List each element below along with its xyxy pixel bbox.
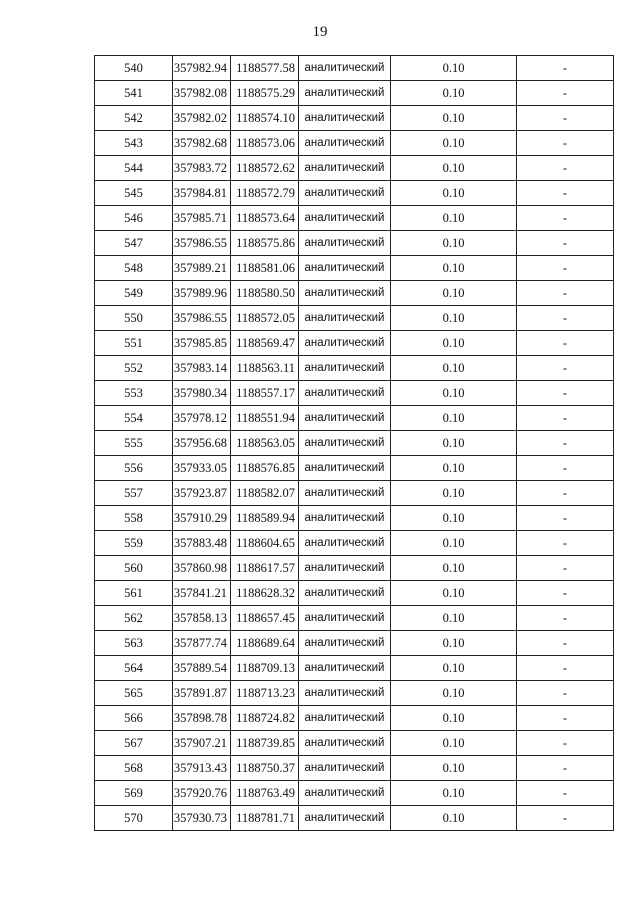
point-number-cell: 553 <box>95 381 173 406</box>
table-row <box>95 556 614 581</box>
y-coordinate-cell: 1188582.07 <box>231 481 299 506</box>
y-coordinate-cell: 1188589.94 <box>231 506 299 531</box>
x-coordinate-cell: 357980.34 <box>173 381 231 406</box>
point-number-cell: 554 <box>95 406 173 431</box>
x-coordinate-cell: 357986.55 <box>173 306 231 331</box>
table-row <box>95 481 614 506</box>
y-coordinate-cell: 1188572.05 <box>231 306 299 331</box>
table-row <box>95 531 614 556</box>
method-cell: аналитический <box>299 656 391 681</box>
accuracy-cell: 0.10 <box>391 381 517 406</box>
y-coordinate-cell: 1188617.57 <box>231 556 299 581</box>
point-number-cell: 563 <box>95 631 173 656</box>
x-coordinate-cell: 357883.48 <box>173 531 231 556</box>
accuracy-cell: 0.10 <box>391 131 517 156</box>
method-cell: аналитический <box>299 81 391 106</box>
x-coordinate-cell: 357889.54 <box>173 656 231 681</box>
method-cell: аналитический <box>299 306 391 331</box>
method-cell: аналитический <box>299 406 391 431</box>
note-cell: - <box>517 531 614 556</box>
x-coordinate-cell: 357923.87 <box>173 481 231 506</box>
note-cell: - <box>517 581 614 606</box>
accuracy-cell: 0.10 <box>391 306 517 331</box>
note-cell: - <box>517 456 614 481</box>
note-cell: - <box>517 206 614 231</box>
x-coordinate-cell: 357933.05 <box>173 456 231 481</box>
x-coordinate-cell: 357891.87 <box>173 681 231 706</box>
point-number-cell: 552 <box>95 356 173 381</box>
table-row <box>95 281 614 306</box>
note-cell: - <box>517 506 614 531</box>
table-row <box>95 406 614 431</box>
y-coordinate-cell: 1188604.65 <box>231 531 299 556</box>
accuracy-cell: 0.10 <box>391 481 517 506</box>
table-row <box>95 606 614 631</box>
note-cell: - <box>517 281 614 306</box>
method-cell: аналитический <box>299 381 391 406</box>
x-coordinate-cell: 357956.68 <box>173 431 231 456</box>
x-coordinate-cell: 357989.96 <box>173 281 231 306</box>
point-number-cell: 544 <box>95 156 173 181</box>
point-number-cell: 546 <box>95 206 173 231</box>
page-number: 19 <box>312 24 328 40</box>
note-cell: - <box>517 606 614 631</box>
table-row <box>95 331 614 356</box>
table-row <box>95 431 614 456</box>
coordinates-table-body <box>95 56 614 831</box>
x-coordinate-cell: 357984.81 <box>173 181 231 206</box>
y-coordinate-cell: 1188763.49 <box>231 781 299 806</box>
table-row <box>95 231 614 256</box>
point-number-cell: 567 <box>95 731 173 756</box>
point-number-cell: 547 <box>95 231 173 256</box>
accuracy-cell: 0.10 <box>391 731 517 756</box>
point-number-cell: 559 <box>95 531 173 556</box>
method-cell: аналитический <box>299 781 391 806</box>
y-coordinate-cell: 1188657.45 <box>231 606 299 631</box>
accuracy-cell: 0.10 <box>391 606 517 631</box>
point-number-cell: 545 <box>95 181 173 206</box>
note-cell: - <box>517 131 614 156</box>
point-number-cell: 569 <box>95 781 173 806</box>
accuracy-cell: 0.10 <box>391 206 517 231</box>
x-coordinate-cell: 357898.78 <box>173 706 231 731</box>
accuracy-cell: 0.10 <box>391 56 517 81</box>
y-coordinate-cell: 1188563.11 <box>231 356 299 381</box>
note-cell: - <box>517 306 614 331</box>
method-cell: аналитический <box>299 156 391 181</box>
table-row <box>95 731 614 756</box>
point-number-cell: 541 <box>95 81 173 106</box>
method-cell: аналитический <box>299 681 391 706</box>
table-row <box>95 156 614 181</box>
method-cell: аналитический <box>299 281 391 306</box>
y-coordinate-cell: 1188689.64 <box>231 631 299 656</box>
point-number-cell: 543 <box>95 131 173 156</box>
note-cell: - <box>517 731 614 756</box>
y-coordinate-cell: 1188628.32 <box>231 581 299 606</box>
point-number-cell: 568 <box>95 756 173 781</box>
note-cell: - <box>517 356 614 381</box>
y-coordinate-cell: 1188739.85 <box>231 731 299 756</box>
point-number-cell: 548 <box>95 256 173 281</box>
method-cell: аналитический <box>299 581 391 606</box>
y-coordinate-cell: 1188572.79 <box>231 181 299 206</box>
accuracy-cell: 0.10 <box>391 281 517 306</box>
point-number-cell: 550 <box>95 306 173 331</box>
y-coordinate-cell: 1188573.06 <box>231 131 299 156</box>
method-cell: аналитический <box>299 356 391 381</box>
x-coordinate-cell: 357930.73 <box>173 806 231 831</box>
y-coordinate-cell: 1188781.71 <box>231 806 299 831</box>
y-coordinate-cell: 1188577.58 <box>231 56 299 81</box>
x-coordinate-cell: 357982.94 <box>173 56 231 81</box>
table-row <box>95 581 614 606</box>
accuracy-cell: 0.10 <box>391 106 517 131</box>
accuracy-cell: 0.10 <box>391 756 517 781</box>
point-number-cell: 558 <box>95 506 173 531</box>
note-cell: - <box>517 656 614 681</box>
y-coordinate-cell: 1188575.86 <box>231 231 299 256</box>
x-coordinate-cell: 357877.74 <box>173 631 231 656</box>
accuracy-cell: 0.10 <box>391 356 517 381</box>
method-cell: аналитический <box>299 56 391 81</box>
accuracy-cell: 0.10 <box>391 656 517 681</box>
x-coordinate-cell: 357982.08 <box>173 81 231 106</box>
table-row <box>95 206 614 231</box>
table-row <box>95 81 614 106</box>
table-row <box>95 656 614 681</box>
method-cell: аналитический <box>299 231 391 256</box>
y-coordinate-cell: 1188580.50 <box>231 281 299 306</box>
method-cell: аналитический <box>299 706 391 731</box>
table-row <box>95 256 614 281</box>
accuracy-cell: 0.10 <box>391 581 517 606</box>
accuracy-cell: 0.10 <box>391 531 517 556</box>
y-coordinate-cell: 1188724.82 <box>231 706 299 731</box>
note-cell: - <box>517 381 614 406</box>
note-cell: - <box>517 331 614 356</box>
x-coordinate-cell: 357860.98 <box>173 556 231 581</box>
accuracy-cell: 0.10 <box>391 631 517 656</box>
y-coordinate-cell: 1188750.37 <box>231 756 299 781</box>
y-coordinate-cell: 1188551.94 <box>231 406 299 431</box>
table-row <box>95 456 614 481</box>
accuracy-cell: 0.10 <box>391 556 517 581</box>
table-row <box>95 756 614 781</box>
accuracy-cell: 0.10 <box>391 506 517 531</box>
x-coordinate-cell: 357986.55 <box>173 231 231 256</box>
note-cell: - <box>517 706 614 731</box>
note-cell: - <box>517 481 614 506</box>
method-cell: аналитический <box>299 556 391 581</box>
note-cell: - <box>517 256 614 281</box>
y-coordinate-cell: 1188709.13 <box>231 656 299 681</box>
y-coordinate-cell: 1188573.64 <box>231 206 299 231</box>
note-cell: - <box>517 81 614 106</box>
point-number-cell: 565 <box>95 681 173 706</box>
y-coordinate-cell: 1188563.05 <box>231 431 299 456</box>
x-coordinate-cell: 357982.02 <box>173 106 231 131</box>
x-coordinate-cell: 357983.14 <box>173 356 231 381</box>
point-number-cell: 562 <box>95 606 173 631</box>
y-coordinate-cell: 1188569.47 <box>231 331 299 356</box>
x-coordinate-cell: 357983.72 <box>173 156 231 181</box>
point-number-cell: 560 <box>95 556 173 581</box>
y-coordinate-cell: 1188572.62 <box>231 156 299 181</box>
x-coordinate-cell: 357841.21 <box>173 581 231 606</box>
point-number-cell: 570 <box>95 806 173 831</box>
accuracy-cell: 0.10 <box>391 681 517 706</box>
x-coordinate-cell: 357989.21 <box>173 256 231 281</box>
accuracy-cell: 0.10 <box>391 181 517 206</box>
accuracy-cell: 0.10 <box>391 456 517 481</box>
point-number-cell: 549 <box>95 281 173 306</box>
x-coordinate-cell: 357978.12 <box>173 406 231 431</box>
method-cell: аналитический <box>299 631 391 656</box>
table-row <box>95 781 614 806</box>
note-cell: - <box>517 56 614 81</box>
accuracy-cell: 0.10 <box>391 431 517 456</box>
method-cell: аналитический <box>299 531 391 556</box>
method-cell: аналитический <box>299 481 391 506</box>
x-coordinate-cell: 357910.29 <box>173 506 231 531</box>
x-coordinate-cell: 357858.13 <box>173 606 231 631</box>
method-cell: аналитический <box>299 181 391 206</box>
note-cell: - <box>517 406 614 431</box>
table-row <box>95 806 614 831</box>
table-row <box>95 631 614 656</box>
table-row <box>95 706 614 731</box>
note-cell: - <box>517 756 614 781</box>
x-coordinate-cell: 357985.85 <box>173 331 231 356</box>
point-number-cell: 556 <box>95 456 173 481</box>
table-row <box>95 181 614 206</box>
coordinates-table <box>94 55 614 831</box>
y-coordinate-cell: 1188713.23 <box>231 681 299 706</box>
point-number-cell: 566 <box>95 706 173 731</box>
x-coordinate-cell: 357982.68 <box>173 131 231 156</box>
table-row <box>95 356 614 381</box>
point-number-cell: 564 <box>95 656 173 681</box>
method-cell: аналитический <box>299 331 391 356</box>
accuracy-cell: 0.10 <box>391 806 517 831</box>
method-cell: аналитический <box>299 506 391 531</box>
x-coordinate-cell: 357913.43 <box>173 756 231 781</box>
note-cell: - <box>517 181 614 206</box>
table-row <box>95 681 614 706</box>
point-number-cell: 551 <box>95 331 173 356</box>
method-cell: аналитический <box>299 206 391 231</box>
x-coordinate-cell: 357907.21 <box>173 731 231 756</box>
point-number-cell: 542 <box>95 106 173 131</box>
table-row <box>95 506 614 531</box>
x-coordinate-cell: 357920.76 <box>173 781 231 806</box>
accuracy-cell: 0.10 <box>391 231 517 256</box>
method-cell: аналитический <box>299 456 391 481</box>
table-row <box>95 56 614 81</box>
point-number-cell: 557 <box>95 481 173 506</box>
accuracy-cell: 0.10 <box>391 331 517 356</box>
table-row <box>95 306 614 331</box>
method-cell: аналитический <box>299 756 391 781</box>
table-row <box>95 131 614 156</box>
table-row <box>95 381 614 406</box>
accuracy-cell: 0.10 <box>391 256 517 281</box>
method-cell: аналитический <box>299 431 391 456</box>
note-cell: - <box>517 631 614 656</box>
method-cell: аналитический <box>299 131 391 156</box>
method-cell: аналитический <box>299 606 391 631</box>
table-row <box>95 106 614 131</box>
x-coordinate-cell: 357985.71 <box>173 206 231 231</box>
method-cell: аналитический <box>299 806 391 831</box>
note-cell: - <box>517 781 614 806</box>
method-cell: аналитический <box>299 106 391 131</box>
y-coordinate-cell: 1188575.29 <box>231 81 299 106</box>
note-cell: - <box>517 156 614 181</box>
accuracy-cell: 0.10 <box>391 781 517 806</box>
method-cell: аналитический <box>299 731 391 756</box>
point-number-cell: 555 <box>95 431 173 456</box>
note-cell: - <box>517 556 614 581</box>
accuracy-cell: 0.10 <box>391 81 517 106</box>
accuracy-cell: 0.10 <box>391 406 517 431</box>
note-cell: - <box>517 106 614 131</box>
note-cell: - <box>517 231 614 256</box>
note-cell: - <box>517 431 614 456</box>
y-coordinate-cell: 1188581.06 <box>231 256 299 281</box>
accuracy-cell: 0.10 <box>391 706 517 731</box>
point-number-cell: 561 <box>95 581 173 606</box>
note-cell: - <box>517 681 614 706</box>
point-number-cell: 540 <box>95 56 173 81</box>
method-cell: аналитический <box>299 256 391 281</box>
y-coordinate-cell: 1188574.10 <box>231 106 299 131</box>
accuracy-cell: 0.10 <box>391 156 517 181</box>
y-coordinate-cell: 1188557.17 <box>231 381 299 406</box>
note-cell: - <box>517 806 614 831</box>
y-coordinate-cell: 1188576.85 <box>231 456 299 481</box>
